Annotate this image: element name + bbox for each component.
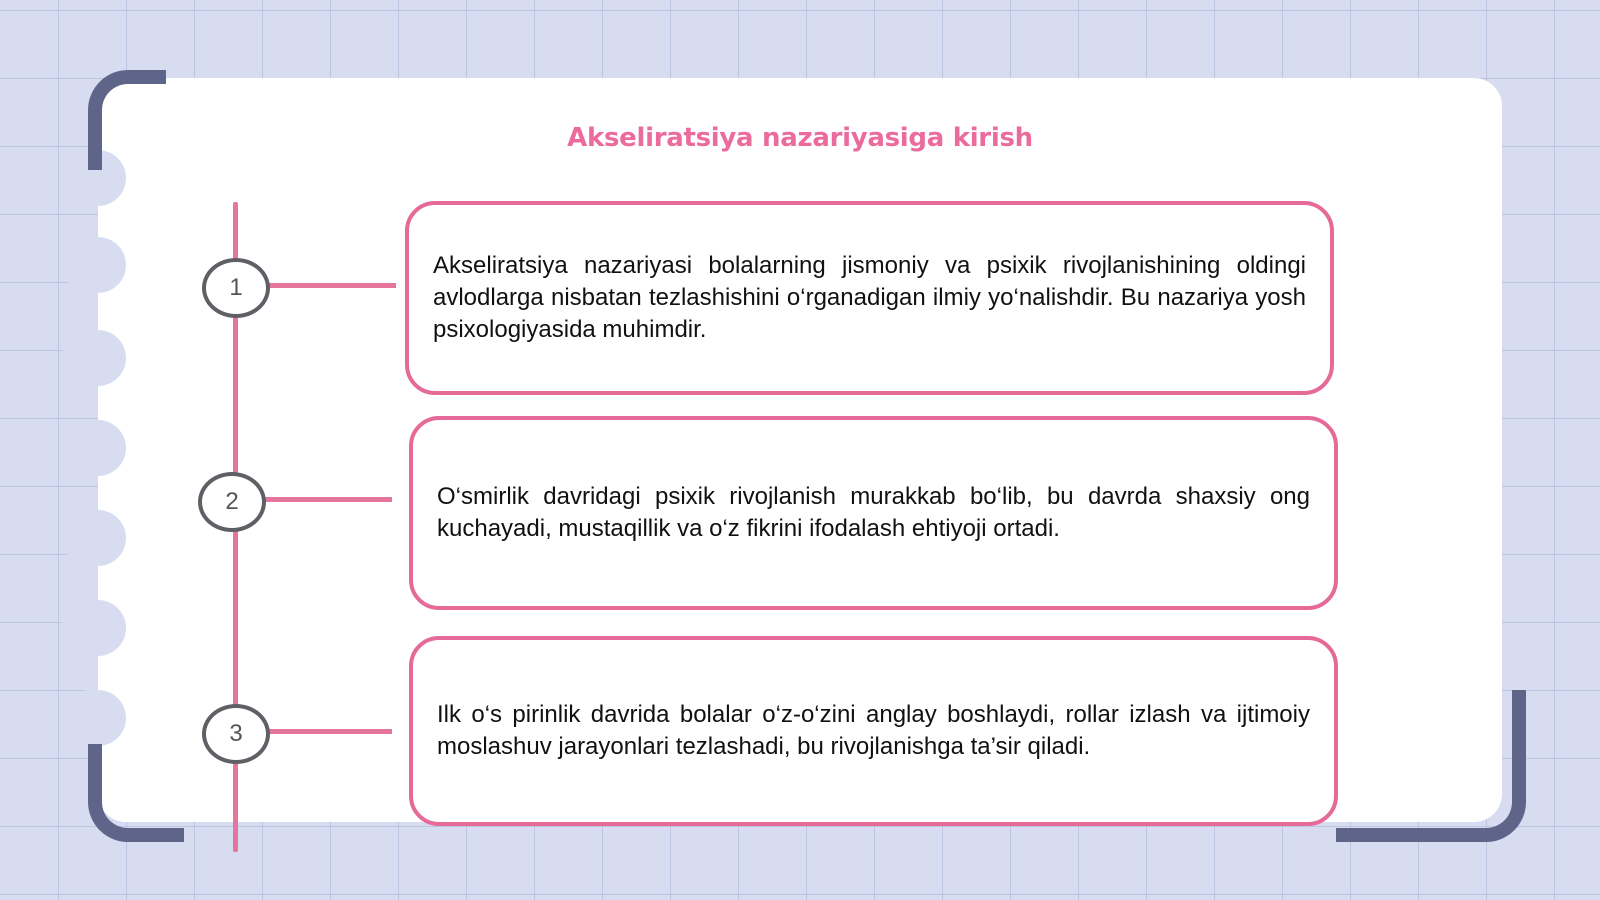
step-card-1 bbox=[405, 201, 1334, 395]
step-text: O‘smirlik davridagi psixik rivojlanish murakkab bo‘lib, bu davrda shaxsiy ong kuchayadi, mustaqillik va o‘z fikrini ifodalash ehtiyoji ortadi. bbox=[437, 483, 1310, 542]
binder-notch bbox=[62, 600, 126, 656]
binder-notch bbox=[62, 510, 126, 566]
step-text: Ilk o‘s pirinlik davrida bolalar o‘z-o‘zini anglay boshlaydi, rollar izlash va ijtimoiy moslashuv jarayonlari tezlashadi, bu rivojlanishga ta’sir qiladi. bbox=[437, 701, 1310, 760]
binder-notch bbox=[62, 330, 126, 386]
step-text: Akseliratsiya nazariyasi bolalarning jismoniy va psixik rivojlanishining oldingi avlodlarga nisbatan tezlashishini o‘rganadigan ilmiy yo‘nalishdir. Bu nazariya yosh psixologiyasida muhimdir. bbox=[433, 252, 1306, 343]
timeline-connector bbox=[266, 283, 396, 288]
corner-bracket-bottom-left bbox=[88, 744, 184, 842]
step-marker-2 bbox=[198, 472, 266, 532]
binder-notch bbox=[62, 690, 126, 746]
slide-title: Akseliratsiya nazariyasiga kirish bbox=[567, 123, 1033, 153]
step-marker-1 bbox=[202, 258, 270, 318]
step-number: 3 bbox=[229, 720, 243, 747]
corner-bracket-top-left bbox=[88, 70, 166, 170]
step-number: 2 bbox=[225, 488, 239, 515]
corner-bracket-bottom-right bbox=[1336, 690, 1526, 842]
binder-notch bbox=[62, 237, 126, 293]
binder-notch bbox=[62, 420, 126, 476]
timeline-connector bbox=[262, 497, 392, 502]
step-card-2 bbox=[409, 416, 1338, 610]
step-number: 1 bbox=[229, 274, 243, 301]
step-card-3 bbox=[409, 636, 1338, 826]
timeline-connector bbox=[266, 729, 392, 734]
step-marker-3 bbox=[202, 704, 270, 764]
